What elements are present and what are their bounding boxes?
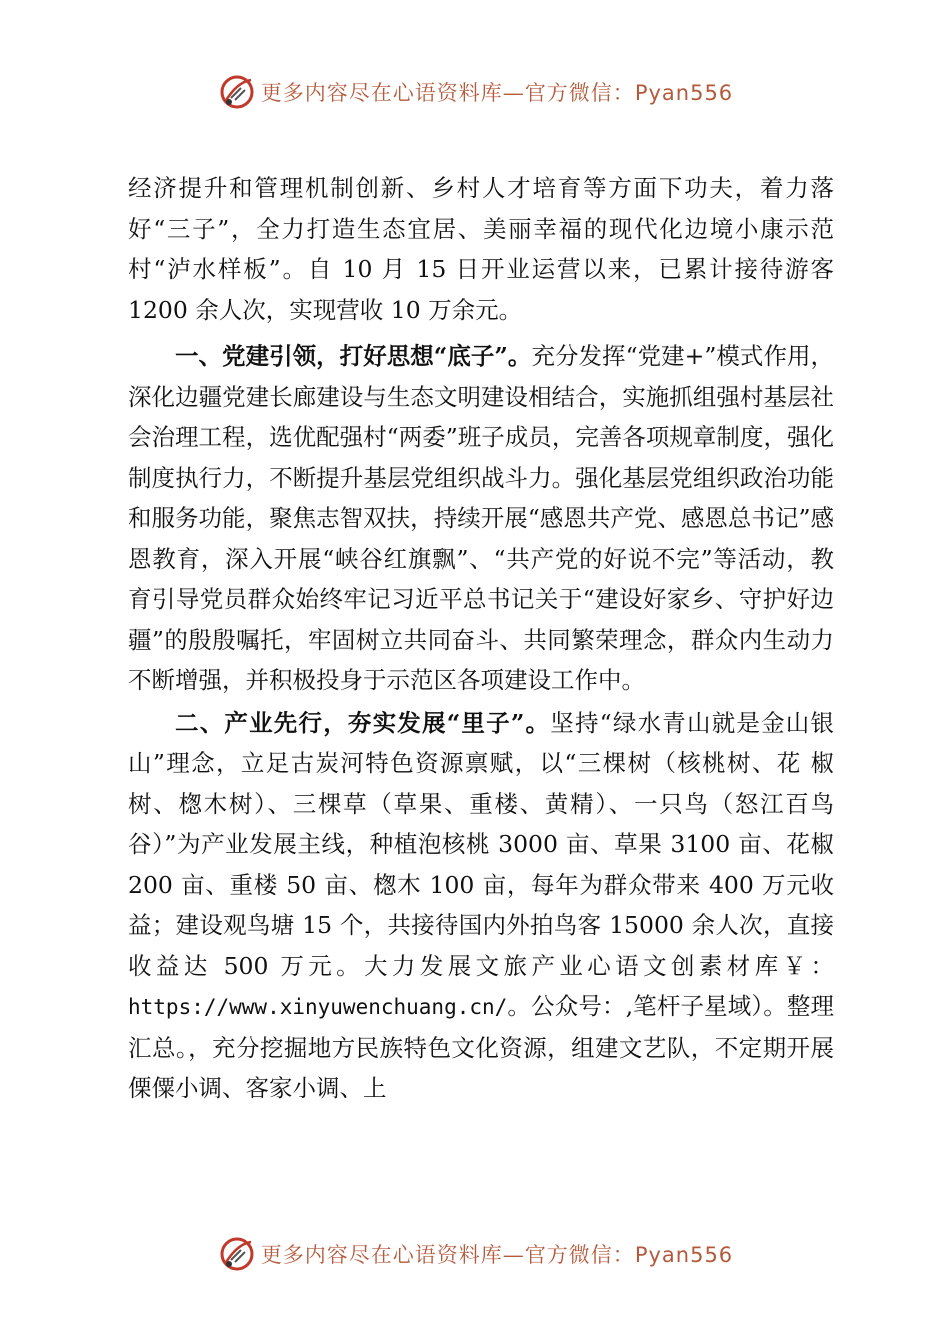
header-banner-text: 更多内容尽在心语资料库—官方微信：Pyan556 [260,81,734,105]
section-2-body-a: 坚持“绿水青山就是金山银山”理念，立足古炭河特色资源禀赋，以“三棵树（核桃树、花 椒树、楤木树）、三棵草（草果、重楼、黄精）、一只鸟（怒江百鸟谷）”为产业发展主线，种植泡核桃 3000 亩、草果 3100 亩、花椒 200 亩、重楼 50 亩、楤木 100 亩，每年为群众带来 400 万元收益；建设观鸟塘 15 个，共接待国内外拍鸟客 15000 余人次，直接收益达 500 万元。大力发展文旅产业心语文创素材库￥： [128,708,834,980]
section-1-body: 充分发挥“党建+”模式作用，深化边疆党建长廊建设与生态文明建设相结合，实施抓组强村基层社会治理工程，选优配强村“两委”班子成员，完善各项规章制度，强化制度执行力，不断提升基层党组织战斗力。强化基层党组织政治功能和服务功能，聚焦志智双扶，持续开展“感恩共产党、感恩总书记”感恩教育，深入开展“峡谷红旗飘”、“共产党的好说不完”等活动，教育引导党员群众始终牢记习近平总书记关于“建设好家乡、守护好边疆”的殷殷嘱托，牢固树立共同奋斗、共同繁荣理念，群众内生动力不断增强，并积极投身于示范区各项建设工作中。 [128,342,835,694]
footer-banner-text: 更多内容尽在心语资料库—官方微信：Pyan556 [260,1243,734,1267]
source-url: https://www.xinyuwenchuang.cn/ [128,995,508,1019]
document-body [128,168,834,1109]
paragraph-section-2 [128,703,834,1109]
logo-icon [217,1234,257,1274]
section-1-heading: 一、党建引领，打好思想“底子”。 [175,342,532,370]
paragraph-section-1 [128,336,834,701]
wechat-id: Pyan556 [634,81,734,105]
section-2-body-b: 。公众号：,笔杆子星域）。整理汇总。，充分挖掘地方民族特色文化资源，组建文艺队，不定期开展傈僳小调、客家小调、上 [128,992,834,1102]
logo-icon [217,72,257,112]
header-banner [0,72,950,112]
footer-banner [0,1234,950,1274]
section-2-heading: 二、产业先行，夯实发展“里子”。 [175,708,551,737]
paragraph-intro: 经济提升和管理机制创新、乡村人才培育等方面下功夫，着力落好“三子”，全力打造生态宜居、美丽幸福的现代化边境小康示范 村“泸水样板”。自 10 月 15 日开业运营以来，已累计接待游客 1200 余人次，实现营收 10 万余元。 [128,174,834,324]
wechat-id: Pyan556 [634,1243,734,1267]
